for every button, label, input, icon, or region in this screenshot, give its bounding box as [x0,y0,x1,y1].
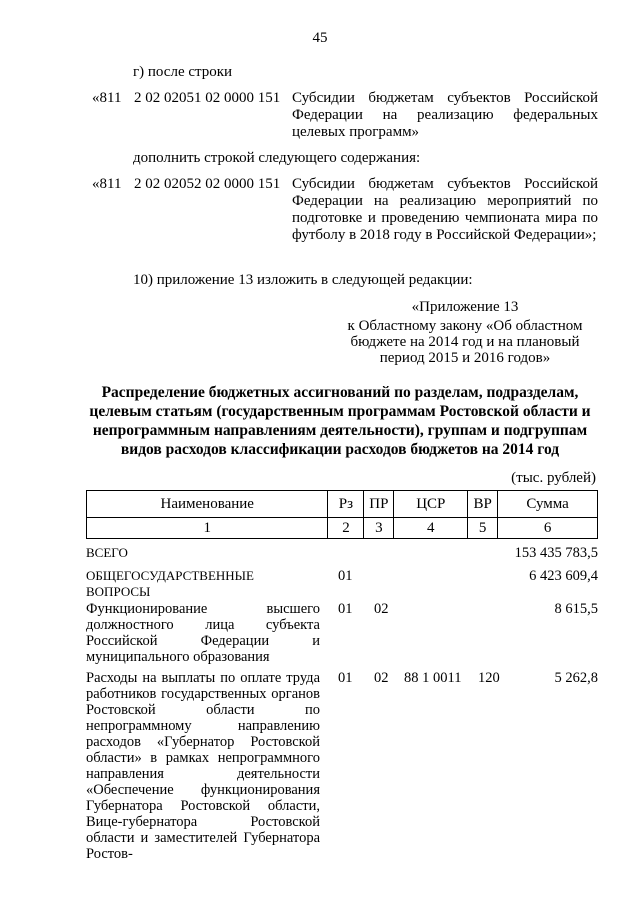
para-g: г) после строки [133,64,233,80]
table-row [86,568,598,602]
col-number: 4 [394,518,468,539]
row-pr: 02 [374,601,389,617]
entry-811-02052 [92,176,598,262]
appendix-line-2: к Областному закону «Об областном бюджете на 2014 год и на плановый период 2015 и 2016 годов» [347,318,583,366]
item-10: 10) приложение 13 изложить в следующей редакции: [133,272,473,288]
header-sum: Сумма [498,491,598,518]
col-number: 1 [87,518,328,539]
col-number: 5 [468,518,498,539]
entry-code-admin: «811 [92,176,122,192]
appendix-line-1: «Приложение 13 [411,299,519,315]
row-sum: 6 423 609,4 [529,568,598,584]
row-vr: 120 [478,670,500,686]
header-csr: ЦСР [394,491,468,518]
header-pr: ПР [364,491,394,518]
row-sum: 8 615,5 [554,601,598,617]
row-rz: 01 [338,670,353,686]
entry-description: Субсидии бюджетам субъектов Российской Федерации на реализацию федеральных целевых программ» [292,90,598,140]
header-vr: ВР [468,491,498,518]
table-header-row [87,491,598,518]
appendix-heading [330,299,600,366]
page-number: 45 [312,30,328,46]
row-csr: 88 1 0011 [404,670,462,686]
entry-description: Субсидии бюджетам субъектов Российской Федерации на реализацию мероприятий по подготовке и проведению чемпионата мира по футболу в 2018 году в Российской Федерации»; [292,176,598,243]
entry-811-02051 [92,90,598,142]
units-label: (тыс. рублей) [511,470,596,486]
entry-code-kbk: 2 02 02051 02 0000 151 [134,90,281,106]
row-sum: 153 435 783,5 [514,545,598,561]
table-row [86,670,598,862]
document-title: Распределение бюджетных ассигнований по разделам, подразделам, целевым статьям (государственным программам Ростовской области и непрограммным направлениям деятельности), группам и подгруппам видов расходов классификации расходов бюджетов на 2014 год [89,384,591,458]
col-number: 2 [328,518,364,539]
table-row [86,545,598,563]
row-name: Функционирование высшего должностного лица субъекта Российской Федерации и муниципального образования [86,601,320,665]
entry-code-admin: «811 [92,90,122,106]
row-name: ОБЩЕГОСУДАРСТВЕННЫЕ ВОПРОСЫ [86,568,254,599]
row-pr: 02 [374,670,389,686]
table-row [86,601,598,667]
col-number: 3 [364,518,394,539]
entry-code-kbk: 2 02 02052 02 0000 151 [134,176,281,192]
header-rz: Рз [328,491,364,518]
row-name: ВСЕГО [86,545,128,560]
supplement-line: дополнить строкой следующего содержания: [133,150,421,166]
header-name: Наименование [87,491,328,518]
row-sum: 5 262,8 [554,670,598,686]
col-number: 6 [498,518,598,539]
column-number-row [87,518,598,539]
row-name: Расходы на выплаты по оплате труда работников государственных органов Ростовской области по непрограммному направлению расходов «Губернатор Ростовской области» в рамках непрограммного направления деятельности «Обеспечение функционирования Губернатора Ростовской области, Вице-губернатора Ростовской области и заместителей Губернатора Ростов- [86,670,320,862]
row-rz: 01 [338,568,353,584]
table-header [86,490,598,539]
row-rz: 01 [338,601,353,617]
